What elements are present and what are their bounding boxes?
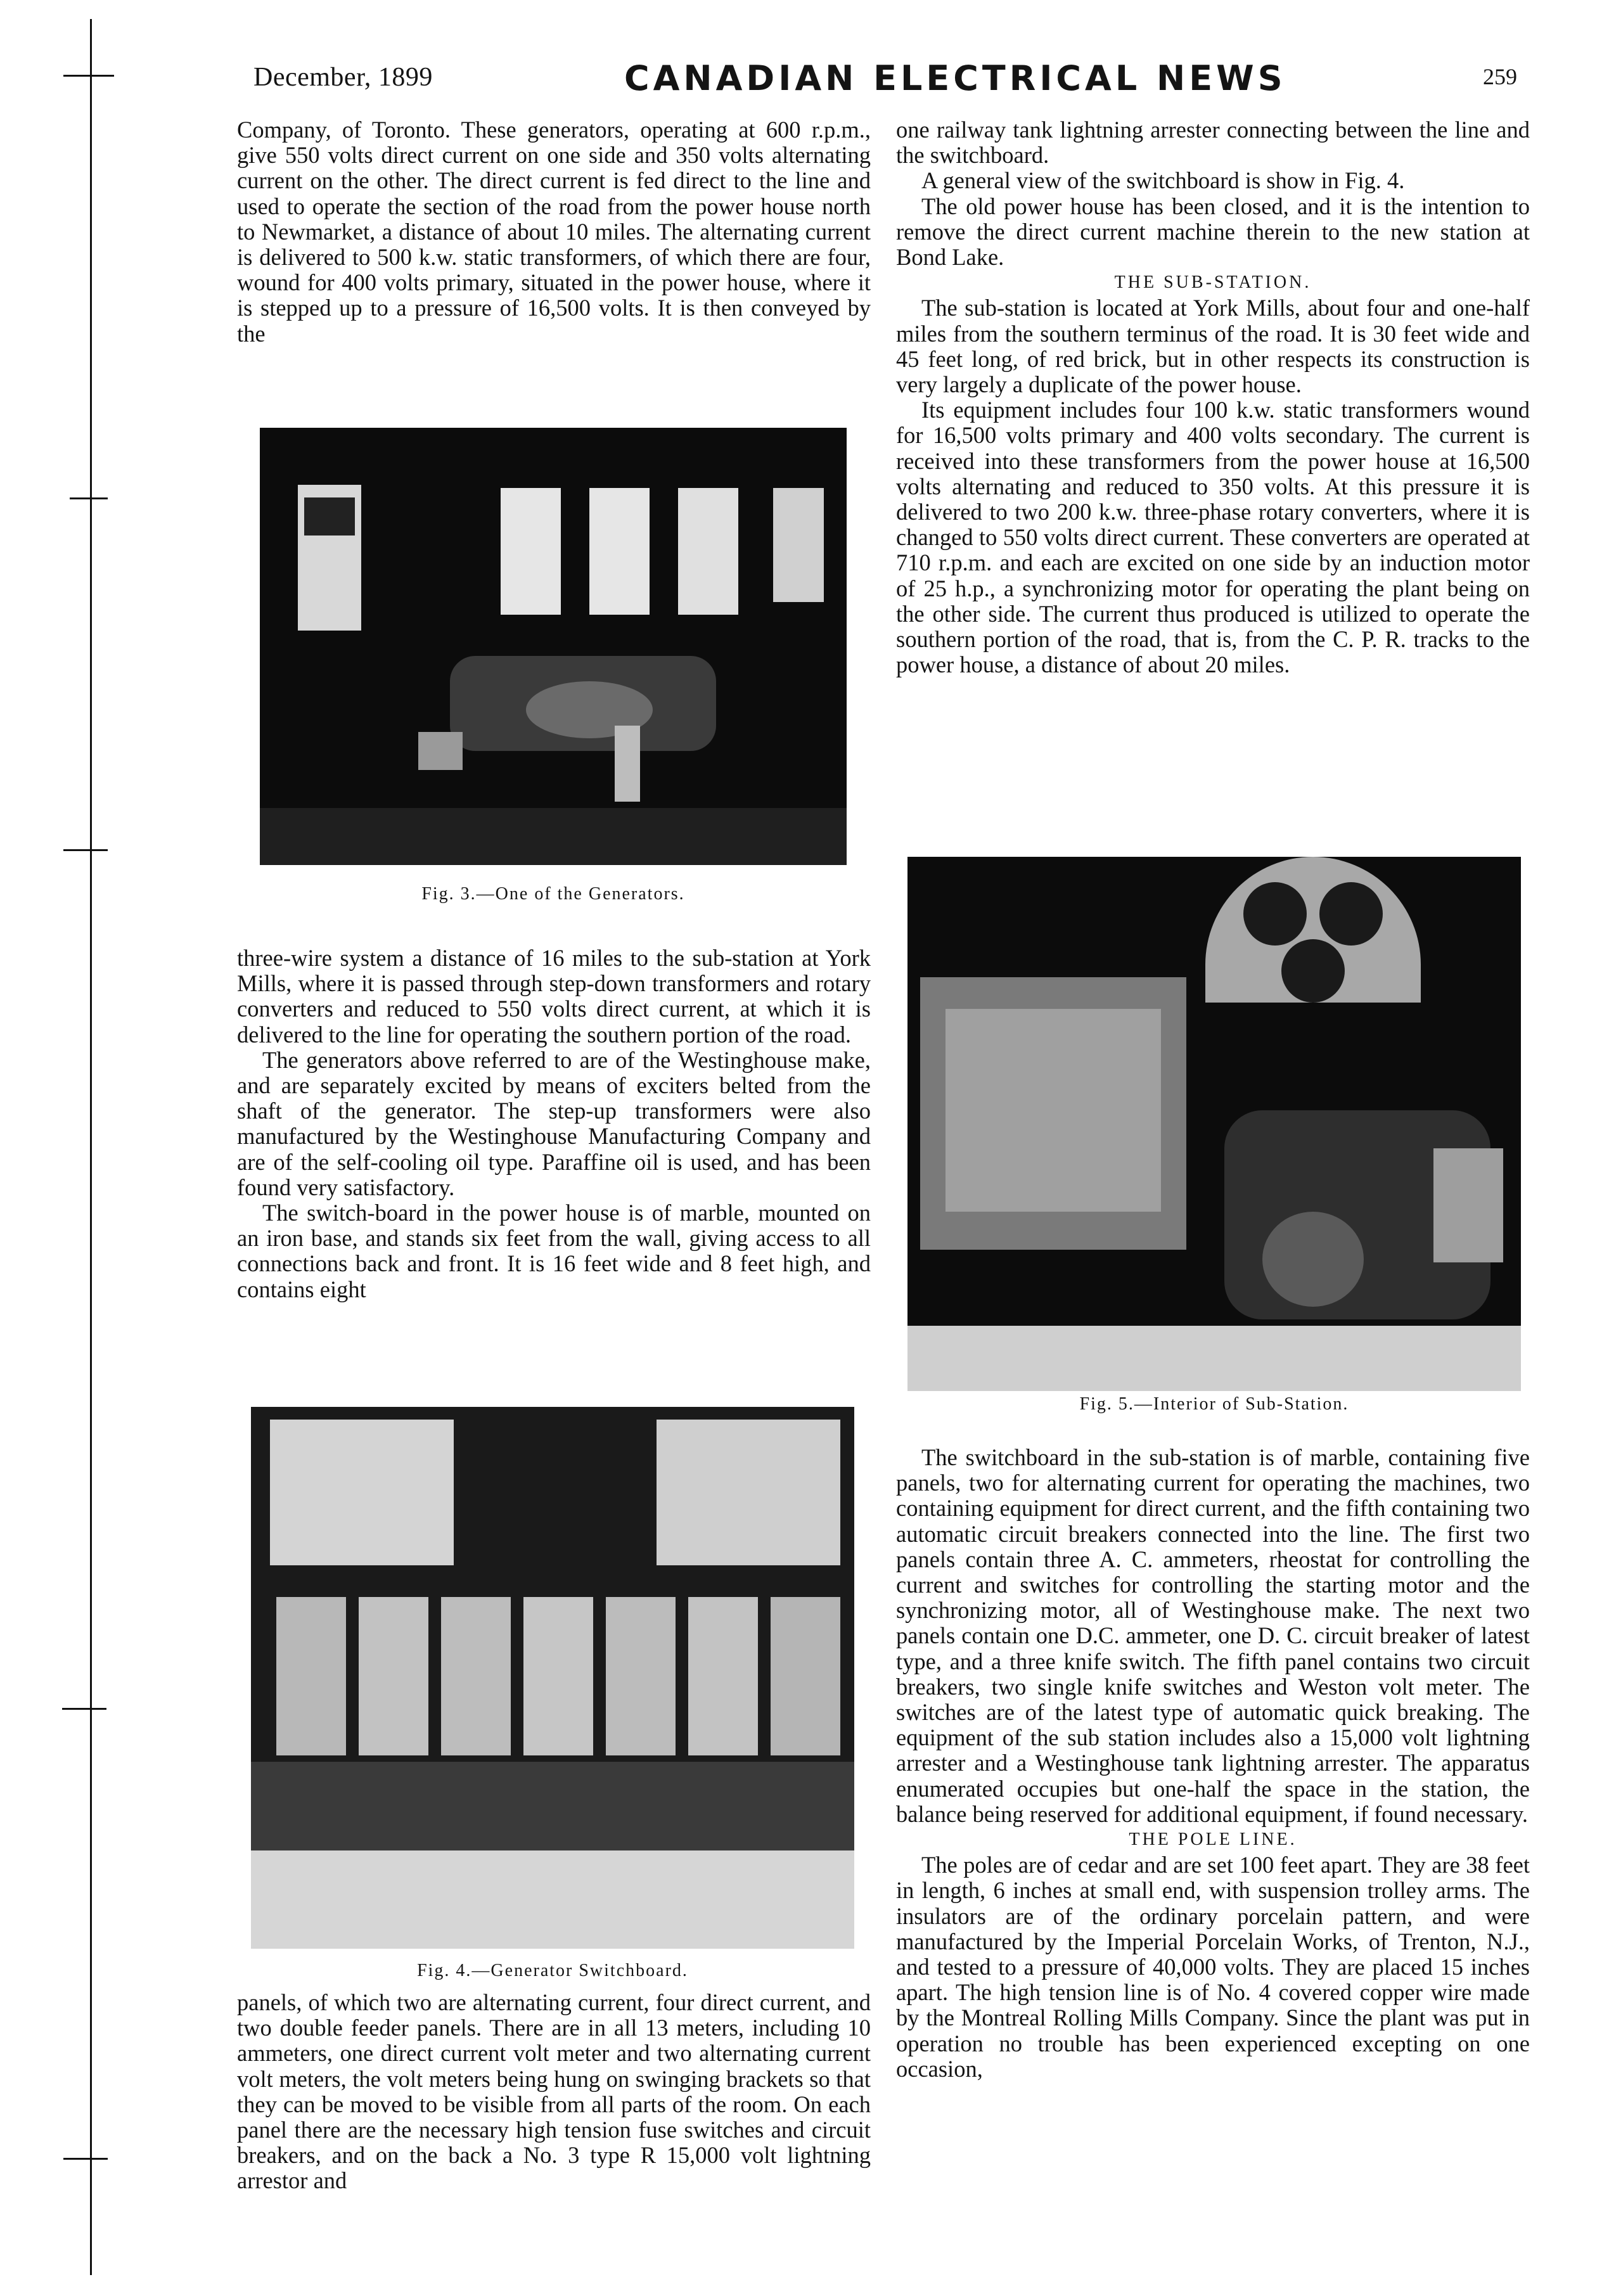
left-column-bottom bbox=[237, 1990, 871, 2194]
paragraph: The old power house has been closed, and it is the intention to remove the direct current machine therein to the new station at Bond Lake. bbox=[896, 193, 1530, 271]
paragraph: Company, of Toronto. These generators, operating at 600 r.p.m., give 550 volts direct current on one side and 350 volts alternating current on the other. The direct current is fed direct to the line and used to operate the section of the road from the power house north to Newmarket, a distance of about 10 miles. The alternating current is delivered to 500 k.w. static transformers, of which there are four, wound for 400 volts primary, situated in the power house, where it is stepped up to a pressure of 16,500 volts. It is then conveyed by the bbox=[237, 117, 871, 347]
paragraph: The generators above referred to are of the Westinghouse make, and are separately excited by means of exciters belted from the shaft of the generator. The step-up transformers were also manufactured by the Westinghouse Manufacturing Company and are of the self-cooling oil type. Paraffine oil is used, and has been found very satisfactory. bbox=[237, 1046, 871, 1200]
left-column-top bbox=[237, 117, 871, 347]
margin-tick bbox=[70, 497, 108, 499]
figure-3-photo bbox=[260, 428, 847, 865]
section-heading: THE SUB-STATION. bbox=[1114, 273, 1312, 293]
margin-rule bbox=[90, 19, 92, 2275]
margin-tick bbox=[63, 2158, 108, 2160]
right-column-top bbox=[896, 117, 1530, 677]
paragraph: The poles are of cedar and are set 100 feet apart. They are 38 feet in length, 6 inches at small end, with suspension trolley arms. The insulators are of the ordinary porcelain pattern, and were manufactured by the Imperial Porcelain Works, of Trenton, N.J., and tested to a pressure of 40,000 volts. They are placed 15 inches apart. The high tension line is of No. 4 covered copper wire made by the Montreal Rolling Mills Company. Since the plant was put in operation no trouble has been experienced excepting on one occasion, bbox=[896, 1852, 1530, 2082]
section-heading: THE POLE LINE. bbox=[1129, 1830, 1297, 1850]
margin-tick bbox=[63, 75, 114, 77]
margin-tick bbox=[63, 849, 108, 851]
margin-tick bbox=[62, 1708, 106, 1710]
paragraph: three-wire system a distance of 16 miles to the sub-station at York Mills, where it is passed through step-down transformers and rotary converters and reduced to 550 volts direct current, at which it is delivered to the line for operating the southern portion of the road. bbox=[237, 945, 871, 1048]
paragraph: Its equipment includes four 100 k.w. static transformers wound for 16,500 volts primary and 400 volts secondary. The current is received into these transformers from the power house at 16,500 volts alternating and reduced to 350 volts. At this pressure it is delivered to two 200 k.w. three-phase rotary converters, where it is changed to 550 volts direct current. These converters are operated at 710 r.p.m. and each are excited on one side by an induction motor of 25 h.p., a synchronizing motor for operating the plant being on the other side. The current thus produced is utilized to operate the southern portion of the road, that is, from the C. P. R. tracks to the power house, a distance of about 20 miles. bbox=[896, 397, 1530, 678]
figure-5-photo bbox=[907, 857, 1521, 1391]
left-column-middle bbox=[237, 946, 871, 1302]
issue-date: December, 1899 bbox=[253, 63, 433, 92]
paragraph: A general view of the switchboard is show in Fig. 4. bbox=[921, 167, 1405, 194]
page-number: 259 bbox=[1483, 64, 1517, 89]
figure-5-caption: Fig. 5.—Interior of Sub-Station. bbox=[1079, 1394, 1349, 1414]
paragraph: The sub-station is located at York Mills, about four and one-half miles from the southern terminus of the road. It is 30 feet wide and 45 feet long, of red brick, but in other respects its construction is very largely a duplicate of the power house. bbox=[896, 295, 1530, 398]
figure-3-caption: Fig. 3.—One of the Generators. bbox=[421, 884, 685, 904]
paragraph: one railway tank lightning arrester connecting between the line and the switchboard. bbox=[896, 117, 1530, 169]
right-column-bottom bbox=[896, 1445, 1530, 2082]
journal-title: CANADIAN ELECTRICAL NEWS bbox=[624, 58, 1286, 98]
paragraph: panels, of which two are alternating current, four direct current, and two double feeder panels. There are in all 13 meters, including 10 ammeters, one direct current volt meter and two alternating current volt meters, the volt meters being hung on swinging brackets so that they can be moved to be visible from all parts of the room. On each panel there are the necessary high tension fuse switches and circuit breakers, and on the back a No. 3 type R 15,000 volt lightning arrestor and bbox=[237, 1989, 871, 2194]
figure-4-photo bbox=[251, 1407, 854, 1949]
paragraph: The switch-board in the power house is of marble, mounted on an iron base, and stands six feet from the wall, giving access to all connections back and front. It is 16 feet wide and 8 feet high, and contains eight bbox=[237, 1200, 871, 1302]
figure-4-caption: Fig. 4.—Generator Switchboard. bbox=[417, 1961, 688, 1980]
paragraph: The switchboard in the sub-station is of marble, containing five panels, two for alternating current for operating the machines, two containing equipment for direct current, and the fifth containing two automatic circuit breakers connected into the line. The first two panels contain three A. C. ammeters, rheostat for controlling the current and switches for controlling the starting motor and the synchronizing motor, all of Westinghouse make. The next two panels contain one D.C. ammeter, one D. C. circuit breaker of latest type, and a three knife switch. The fifth panel contains two circuit breakers, two single knife switches and Weston volt meter. The switches are of the latest type of automatic quick breaking. The equipment of the sub station includes also a 15,000 volt lightning arrester and a Westinghouse tank lightning arrester. The apparatus enumerated occupies but one-half the space in the station, the balance being reserved for additional equipment, if found necessary. bbox=[896, 1444, 1530, 1827]
